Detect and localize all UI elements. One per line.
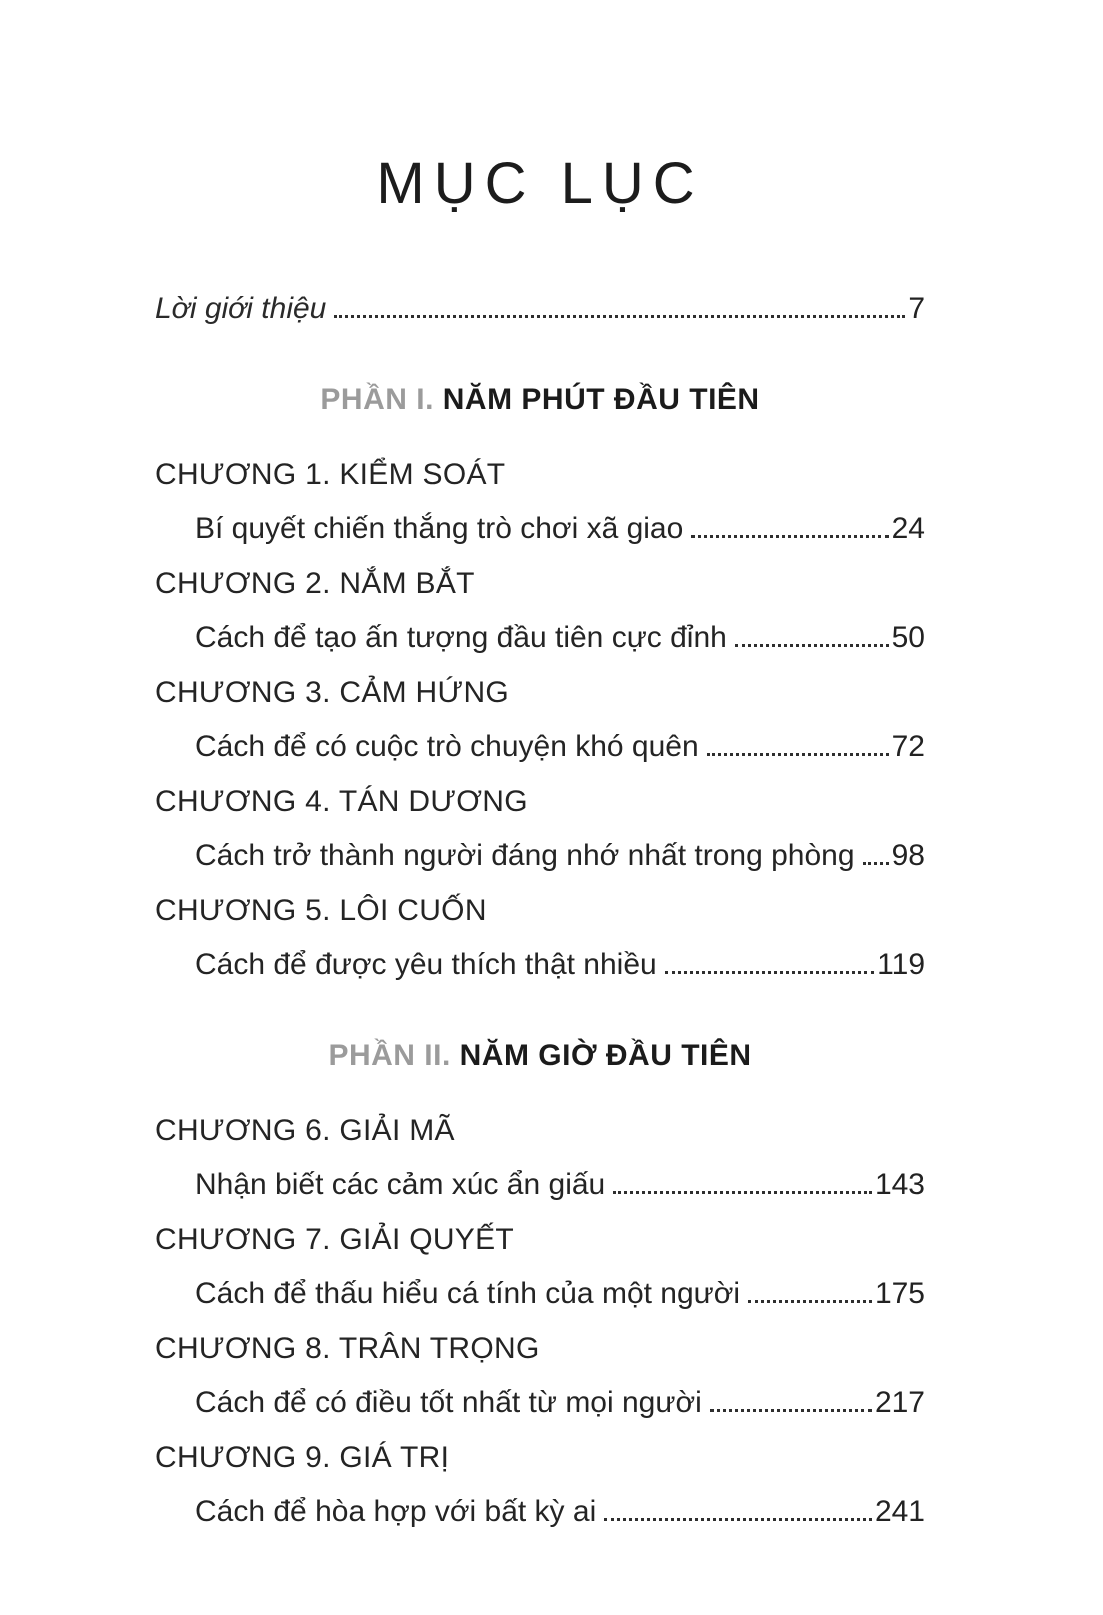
chapter-subtitle: Bí quyết chiến thắng trò chơi xã giao xyxy=(195,512,684,545)
dot-leader xyxy=(691,535,888,538)
toc-chapter-4 xyxy=(155,784,925,874)
chapter-page-number: 72 xyxy=(891,730,925,763)
chapter-heading: CHƯƠNG 3. CẢM HỨNG xyxy=(155,676,510,709)
toc-chapter-5 xyxy=(155,893,925,983)
chapter-subtitle: Cách để có điều tốt nhất từ mọi người xyxy=(195,1386,702,1419)
toc-chapter-9 xyxy=(155,1440,925,1530)
chapter-page-number: 119 xyxy=(877,948,925,981)
chapter-heading: CHƯƠNG 1. KIỂM SOÁT xyxy=(155,458,506,491)
toc-chapter-7 xyxy=(155,1222,925,1312)
toc-chapter-6 xyxy=(155,1113,925,1203)
chapter-page-number: 50 xyxy=(891,621,925,654)
chapter-page-number: 217 xyxy=(874,1386,925,1419)
dot-leader xyxy=(710,1409,872,1412)
chapter-subtitle-row xyxy=(155,947,925,983)
intro-label: Lời giới thiệu xyxy=(155,292,327,325)
chapter-page-number: 143 xyxy=(874,1168,925,1201)
chapter-subtitle-row xyxy=(155,1385,925,1421)
dot-leader xyxy=(735,644,889,647)
chapter-subtitle: Cách để có cuộc trò chuyện khó quên xyxy=(195,730,699,763)
chapter-subtitle: Nhận biết các cảm xúc ẩn giấu xyxy=(195,1168,606,1201)
part-header-1 xyxy=(155,383,925,417)
chapter-subtitle: Cách để được yêu thích thật nhiều xyxy=(195,948,657,981)
dot-leader xyxy=(707,753,889,756)
chapter-subtitle-row xyxy=(155,1276,925,1312)
chapter-subtitle: Cách để thấu hiểu cá tính của một người xyxy=(195,1277,741,1310)
toc-entry-intro xyxy=(155,291,925,327)
part-header-2 xyxy=(155,1039,925,1073)
dot-leader xyxy=(334,315,905,318)
chapter-heading: CHƯƠNG 4. TÁN DƯƠNG xyxy=(155,785,528,818)
dot-leader xyxy=(613,1191,872,1194)
page-title: MỤC LỤC xyxy=(376,151,704,216)
dot-leader xyxy=(665,971,874,974)
toc-chapter-2 xyxy=(155,566,925,656)
chapter-subtitle-row xyxy=(155,1167,925,1203)
toc-chapter-8 xyxy=(155,1331,925,1421)
chapter-heading: CHƯƠNG 9. GIÁ TRỊ xyxy=(155,1441,450,1474)
part-label: PHẦN I. xyxy=(320,383,434,416)
chapter-subtitle: Cách trở thành người đáng nhớ nhất trong phòng xyxy=(195,839,855,872)
chapter-heading: CHƯƠNG 7. GIẢI QUYẾT xyxy=(155,1223,515,1256)
part-title: NĂM PHÚT ĐẦU TIÊN xyxy=(442,383,760,416)
chapter-page-number: 98 xyxy=(891,839,925,872)
chapter-page-number: 24 xyxy=(891,512,925,545)
chapter-heading: CHƯƠNG 6. GIẢI MÃ xyxy=(155,1114,455,1147)
part-title: NĂM GIỜ ĐẦU TIÊN xyxy=(459,1039,752,1072)
chapter-page-number: 241 xyxy=(874,1495,925,1528)
dot-leader xyxy=(863,862,889,865)
chapter-heading: CHƯƠNG 2. NẮM BẮT xyxy=(155,567,475,600)
chapter-heading: CHƯƠNG 8. TRÂN TRỌNG xyxy=(155,1332,540,1365)
chapter-subtitle-row xyxy=(155,511,925,547)
chapter-heading: CHƯƠNG 5. LÔI CUỐN xyxy=(155,894,487,927)
chapter-subtitle-row xyxy=(155,1494,925,1530)
toc-chapter-1 xyxy=(155,457,925,547)
chapter-subtitle-row xyxy=(155,838,925,874)
chapter-page-number: 175 xyxy=(874,1277,925,1310)
chapter-subtitle-row xyxy=(155,620,925,656)
chapter-subtitle: Cách để tạo ấn tượng đầu tiên cực đỉnh xyxy=(195,621,727,654)
intro-page-number: 7 xyxy=(908,292,925,325)
toc-chapter-3 xyxy=(155,675,925,765)
dot-leader xyxy=(748,1300,872,1303)
part-label: PHẦN II. xyxy=(328,1039,451,1072)
chapter-subtitle: Cách để hòa hợp với bất kỳ ai xyxy=(195,1495,597,1528)
chapter-subtitle-row xyxy=(155,729,925,765)
dot-leader xyxy=(604,1518,872,1521)
